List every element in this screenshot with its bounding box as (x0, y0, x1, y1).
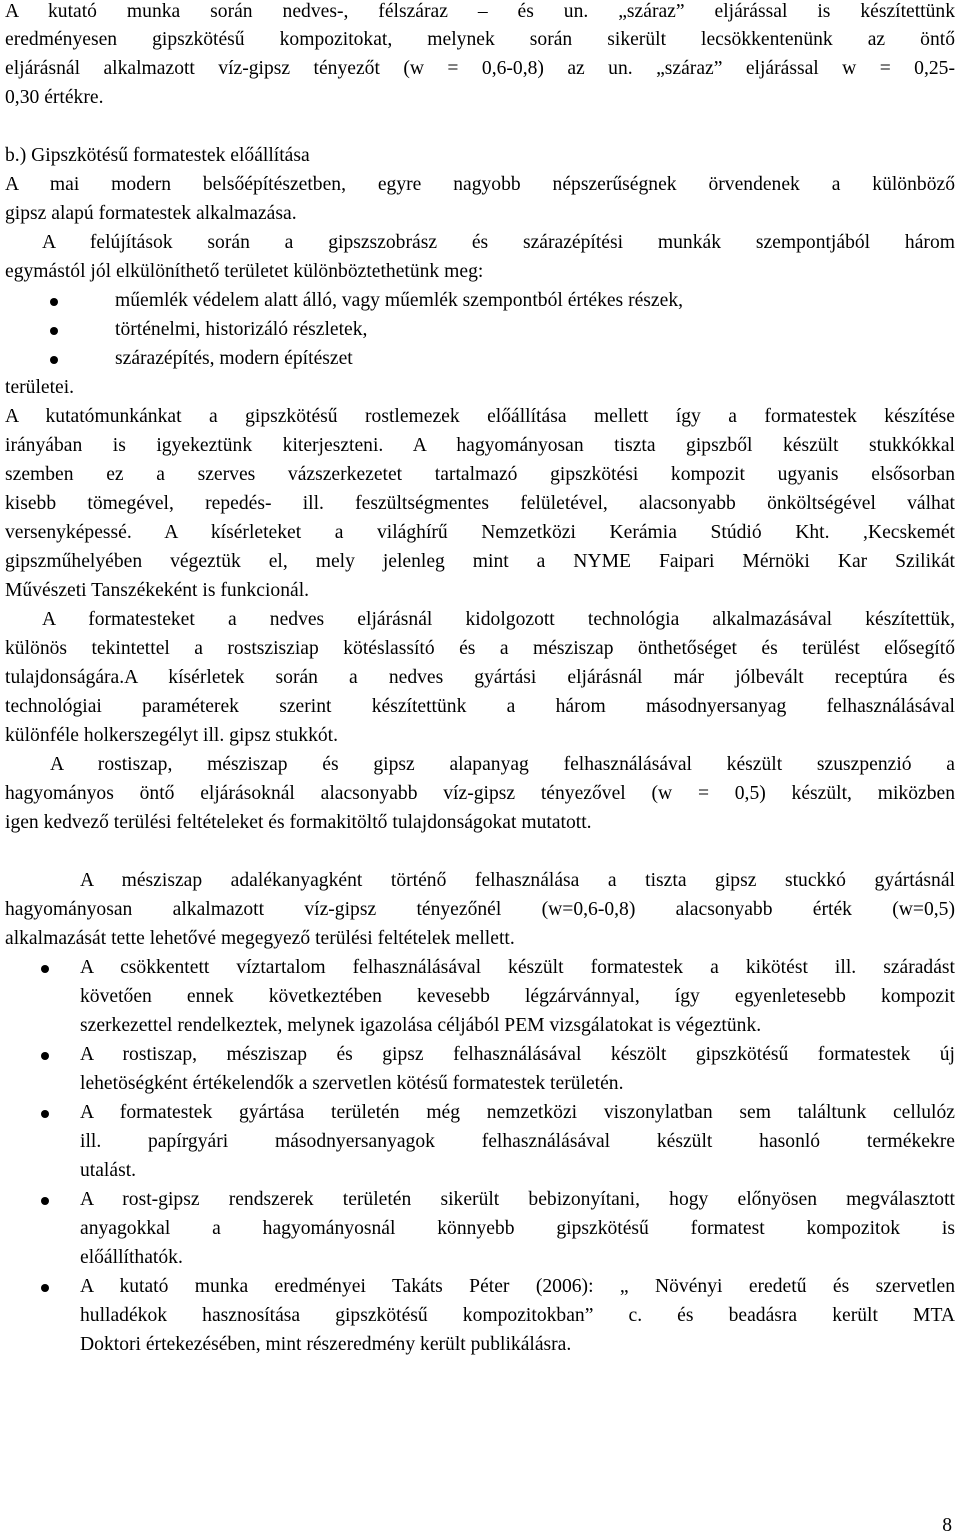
text-line: versenyképessé. A kísérleteket a világhírű Nemzetközi Kerámia Stúdió Kht. ,Kecskemét (5, 522, 955, 543)
bullet-line: ill. papírgyári másodnyersanyagok felhasználásával készült hasonló termékekre (80, 1131, 955, 1152)
text-line: hagyományos öntő eljárásoknál alacsonyabb víz-gipsz tényezővel (w = 0,5) készült, miközben (5, 783, 955, 804)
bullet-line: utalást. (80, 1160, 137, 1181)
text-line: gipszműhelyében végeztük el, mely jelenleg mint a NYME Faipari Mérnöki Kar Szilikát (5, 551, 955, 572)
bullet-line: A rostiszap, mésziszap és gipsz felhasználásával készölt gipszkötésű formatestek új (80, 1044, 955, 1065)
bullet-line: A kutató munka eredményei Takáts Péter (2006): „ Növényi eredetű és szervetlen (80, 1276, 955, 1297)
text-line: alkalmazását tette lehetővé megegyező terülési feltételek mellett. (5, 928, 515, 949)
bullet-dot (50, 356, 58, 364)
bullet-dot (41, 965, 49, 973)
bullet-line: előállíthatók. (80, 1247, 183, 1268)
text-line: kisebb tömegével, repedés- ill. feszültségmentes felületével, alacsonyabb önköltségével válhat (5, 493, 955, 514)
text-line: 0,30 értékre. (5, 87, 104, 108)
section-heading: b.) Gipszkötésű formatestek előállítása (5, 145, 310, 166)
bullet-line: Doktori értekezésében, mint részeredmény került publikálásra. (80, 1334, 572, 1355)
text-line: eljárásnál alkalmazott víz-gipsz tényezőt (w = 0,6-0,8) az un. „száraz” eljárással w = 0,25- (5, 58, 955, 79)
bullet-line: követően ennek következtében kevesebb légzárvánnyal, így egyenletesebb kompozit (80, 986, 955, 1007)
bullet-dot (50, 298, 58, 306)
list-item: műemlék védelem alatt álló, vagy műemlék szempontból értékes részek, (115, 290, 684, 311)
bullet-line: A formatestek gyártása területén még nemzetközi viszonylatban sem találtunk cellulóz (80, 1102, 955, 1123)
text-line: szemben ez a szerves vázszerkezetet tartalmazó gipszkötési kompozit ugyanis elsősorban (5, 464, 955, 485)
text-line: technológiai paraméterek szerint készítettünk a három másodnyersanyag felhasználásával (5, 696, 955, 717)
text-line: hagyományosan alkalmazott víz-gipsz tényezőnél (w=0,6-0,8) alacsonyabb érték (w=0,5) (5, 899, 955, 920)
text-line: A felújítások során a gipszszobrász és szárazépítési munkák szempontjából három (42, 232, 955, 253)
list-item: történelmi, historizáló részletek, (115, 319, 368, 340)
page-number: 8 (942, 1515, 952, 1536)
bullet-dot (50, 327, 58, 335)
text-line: különös tekintettel a rostszisziap kötéslassító és a mésziszap önthetőséget és terülést elősegítő (5, 638, 955, 659)
text-line: A kutatómunkánkat a gipszkötésű rostlemezek előállítása mellett így a formatestek készítése (5, 406, 955, 427)
bullet-line: hulladékok hasznosítása gipszkötésű kompozitokban” c. és beadásra került MTA (80, 1305, 955, 1326)
bullet-line: szerkezettel rendelkeztek, melynek igazolása céljából PEM vizsgálatokat is végeztünk. (80, 1015, 762, 1036)
bullet-dot (41, 1110, 49, 1118)
text-line: eredményesen gipszkötésű kompozitokat, melynek során sikerült lecsökkentenünk az öntő (5, 29, 955, 50)
text-line: gipsz alapú formatestek alkalmazása. (5, 203, 297, 224)
text-line: Művészeti Tanszékeként is funkcionál. (5, 580, 310, 601)
text-line: irányában is igyekeztünk kiterjeszteni. A hagyományosan tiszta gipszből készült stukkókkal (5, 435, 955, 456)
bullet-line: anyagokkal a hagyományosnál könnyebb gipszkötésű formatest kompozitok is (80, 1218, 955, 1239)
list-item: szárazépítés, modern építészet (115, 348, 353, 369)
bullet-line: A rost-gipsz rendszerek területén sikerült bebizonyítani, hogy előnyösen megválasztott (80, 1189, 955, 1210)
bullet-line: lehetöségként értékelendők a szervetlen kötésű formatestek területén. (80, 1073, 624, 1094)
text-line: igen kedvező terülési feltételeket és formakitöltő tulajdonságokat mutatott. (5, 812, 592, 833)
text-line: egymástól jól elkülöníthető területet különböztethetünk meg: (5, 261, 484, 282)
text-line: A formatesteket a nedves eljárásnál kidolgozott technológia alkalmazásával készítettük, (42, 609, 955, 630)
text-line: különféle holkerszegélyt ill. gipsz stukkót. (5, 725, 339, 746)
bullet-dot (41, 1197, 49, 1205)
bullet-line: A csökkentett víztartalom felhasználásával készült formatestek a kikötést ill. száradást (80, 957, 955, 978)
text-line: A rostiszap, mésziszap és gipsz alapanyag felhasználásával készült szuszpenzió a (50, 754, 955, 775)
bullet-dot (41, 1284, 49, 1292)
bullet-dot (41, 1052, 49, 1060)
text-line: A mésziszap adalékanyagként történő felhasználása a tiszta gipsz stuckkó gyártásnál (80, 870, 955, 891)
text-line: A kutató munka során nedves-, félszáraz – és un. „száraz” eljárással is készítettünk (5, 1, 955, 22)
text-line: területei. (5, 377, 75, 398)
text-line: tulajdonságára.A kísérletek során a nedves gyártási eljárásnál már jólbevált receptúra és (5, 667, 955, 688)
text-line: A mai modern belsőépítészetben, egyre nagyobb népszerűségnek örvendenek a különböző (5, 174, 955, 195)
